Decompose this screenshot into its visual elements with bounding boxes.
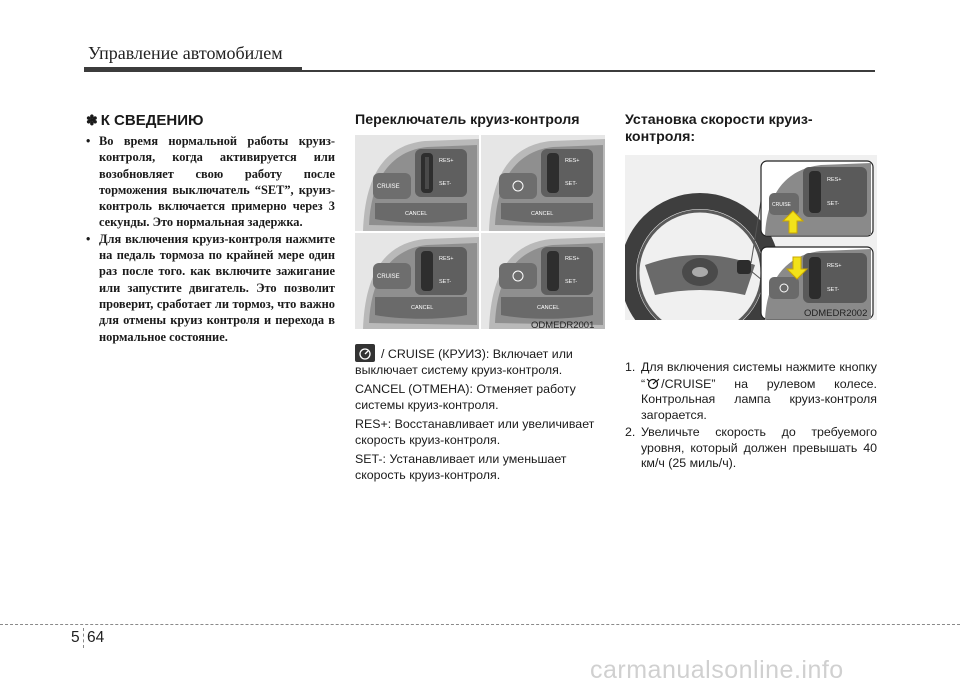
definition-desc: Отменяет работу системы круиз-контроля. [355, 382, 576, 412]
setup-step [625, 425, 877, 472]
set-label: SET- [439, 181, 452, 187]
footer-dashed-rule [0, 624, 960, 625]
step-text [641, 360, 877, 423]
set-label: SET- [439, 279, 452, 285]
switch-section-title [355, 112, 605, 129]
step-text: Увеличьте скорость до требуемого уровня, который должен превышать 40 км/ч (25 миль/ч). [641, 425, 877, 470]
switch-panel-cruise-alt [355, 233, 479, 329]
cancel-label: CANCEL [411, 305, 434, 311]
setup-section-title [625, 112, 877, 146]
step-number: 1. [625, 360, 636, 374]
info-bullet-text: Во время нормальной работы круиз-контроля, когда активируется или возобновляет свою работу после торможения выключатель “SET”, круиз-контроль включается примерно через 3 секунды. Это нормальная задержка. [99, 134, 335, 230]
cruise-inline-icon [645, 376, 661, 390]
set-label: SET- [827, 201, 840, 207]
definition-desc: Включает или выключает систему круиз-контроля. [355, 347, 573, 377]
page-number-value: 64 [87, 629, 105, 646]
definition-cancel [355, 382, 605, 413]
step-number: 2. [625, 425, 636, 439]
res-label: RES+ [827, 263, 842, 269]
info-title [86, 112, 335, 129]
page-number [71, 629, 80, 647]
page-header-title: Управление автомобилем [88, 43, 283, 63]
set-label: SET- [565, 181, 578, 187]
figure-label-2: ODMEDR2002 [804, 308, 868, 319]
setup-step [625, 360, 877, 423]
definition-desc: Устанавливает или уменьшает скорость круиз-контроля. [355, 452, 567, 482]
switch-panel-icon-alt [481, 233, 605, 329]
watermark: carmanualsonline.info [590, 656, 844, 684]
info-bullet [86, 231, 335, 345]
definition-term: CANCEL (ОТМЕНА): [355, 382, 473, 396]
bullet-dot-icon: • [86, 231, 91, 246]
figure-label-1: ODMEDR2001 [531, 320, 595, 331]
step-text-part: /CRUISE” на рулевом колесе. Контрольная лампа круиз-контроля загорается. [641, 376, 877, 422]
res-label: RES+ [439, 256, 454, 262]
switch-title: Переключатель круиз-контроля [355, 112, 580, 128]
set-label: SET- [827, 287, 840, 293]
star-icon: ✽ [86, 112, 98, 128]
res-label: RES+ [565, 256, 580, 262]
info-bullet [86, 133, 335, 231]
definition-desc: Восстанавливает или увеличивает скорость круиз-контроля. [355, 417, 595, 447]
header-rule-thin [302, 70, 875, 72]
definition-term: / CRUISE (КРУИЗ): [381, 347, 490, 361]
page-number-separator [83, 628, 84, 648]
info-title-text: К СВЕДЕНИЮ [100, 112, 204, 129]
cruise-icon [355, 344, 375, 362]
set-label: SET- [565, 279, 578, 285]
definition-term: RES+: [355, 417, 392, 431]
bullet-dot-icon: • [86, 134, 91, 148]
steering-wheel-figure [625, 155, 877, 320]
definition-cruise [355, 344, 605, 378]
switch-figure [355, 135, 605, 329]
definition-term: SET-: [355, 452, 386, 466]
cruise-button-label: CRUISE [377, 184, 400, 190]
info-bullet-text: Для включения круиз-контроля нажмите на педаль тормоза по крайней мере один раз после того. как включите зажигание или запустите двигатель. Это позволит проверит, сработает ли тормоз, что важно для отмены круиз контроля и перехода в нормальное состояние. [99, 231, 335, 344]
cruise-button-label: CRUISE [772, 202, 791, 208]
cancel-label: CANCEL [531, 211, 554, 217]
section-number: 5 [71, 629, 80, 646]
setup-title: Установка скорости круиз-контроля: [625, 112, 813, 145]
cruise-button-label: CRUISE [377, 274, 400, 280]
header-rule-thick [84, 67, 302, 72]
switch-panel-icon [481, 135, 605, 231]
definition-res [355, 417, 605, 448]
step-text-part: Для включения системы нажмите кнопку “ [641, 360, 877, 391]
cancel-label: CANCEL [537, 305, 560, 311]
definition-set [355, 452, 605, 483]
info-column [86, 112, 335, 345]
switch-definitions [355, 344, 605, 487]
switch-panel-cruise [355, 135, 479, 231]
res-label: RES+ [439, 158, 454, 164]
setup-steps [625, 360, 877, 474]
cancel-label: CANCEL [405, 211, 428, 217]
res-label: RES+ [827, 177, 842, 183]
res-label: RES+ [565, 158, 580, 164]
